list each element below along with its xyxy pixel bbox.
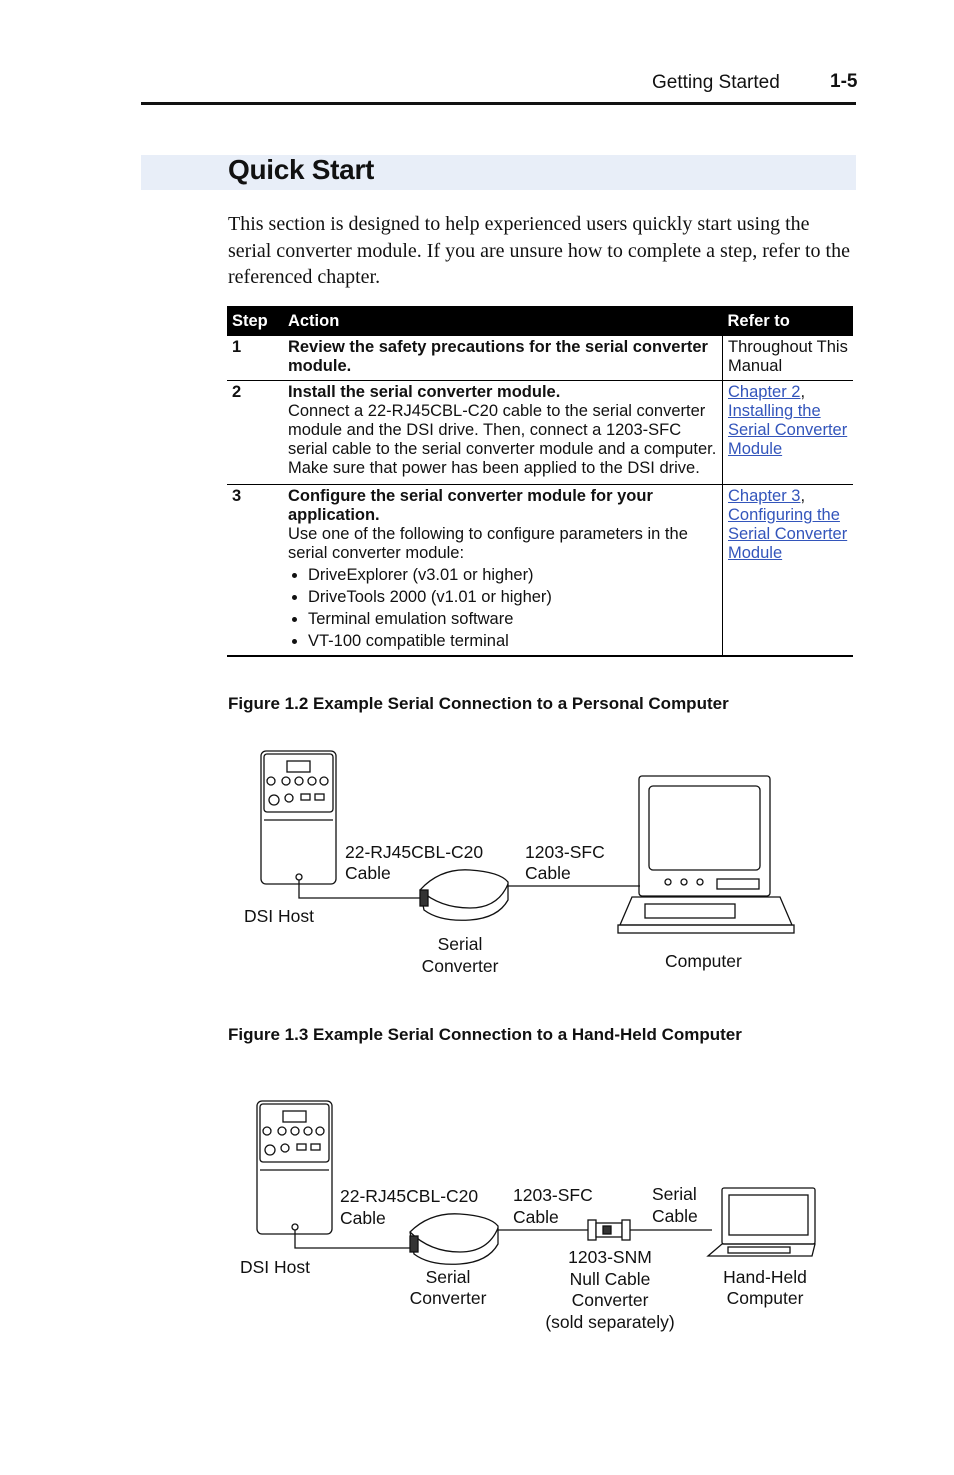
null-converter-label-c: Converter (571, 1290, 649, 1310)
serial-cable-label-a: Serial (652, 1184, 697, 1204)
col-action: Action (283, 306, 723, 336)
table-row (227, 485, 853, 657)
table-row (227, 381, 853, 485)
cable-22-label-a: 22-RJ45CBL-C20 (340, 1186, 479, 1206)
cable-22-label-b: Cable (345, 863, 391, 883)
action-title: Configure the serial converter module for your application. (287, 487, 653, 524)
running-header-section: Getting Started (652, 72, 780, 93)
action-description: Use one of the following to configure parameters in the serial converter module: (287, 525, 688, 562)
section-title: Quick Start (228, 154, 375, 185)
intro-paragraph: This section is designed to help experienced users quickly start using the serial converter module. If you are unsure how to complete a step, refer to the referenced chapter. (228, 213, 850, 288)
list-item: • DriveTools 2000 (v1.01 or higher) (308, 588, 717, 607)
handheld-label-a: Hand-Held (723, 1267, 807, 1287)
converter-label-a: Serial (425, 1267, 471, 1287)
serial-converter-icon (420, 870, 508, 920)
dsi-host-label: DSI Host (240, 1257, 311, 1277)
cable-1203-label-a: 1203-SFC (525, 842, 605, 862)
cable-22-label-a: 22-RJ45CBL-C20 (345, 842, 484, 862)
action-title: Install the serial converter module. (287, 383, 561, 401)
null-cable-converter-icon (588, 1220, 630, 1240)
step-number: 3 (227, 485, 283, 657)
cable-1203-label-b: Cable (513, 1207, 559, 1227)
figure-1-3-diagram (0, 1090, 954, 1270)
col-step: Step (227, 306, 283, 336)
null-converter-label-a: 1203-SNM (568, 1247, 652, 1267)
figure-1-2-caption: Figure 1.2 Example Serial Connection to a Personal Computer (228, 694, 729, 713)
action-description: Connect a 22-RJ45CBL-C20 cable to the serial converter module and the DSI drive. Then, connect a 1203-SFC serial cable to the serial converter module and a computer. Make sure that power has been applied to the DSI drive. (287, 402, 717, 477)
null-converter-label-d: (sold separately) (545, 1312, 675, 1332)
refer-cell (723, 336, 854, 381)
dsi-drive-icon (257, 1101, 332, 1234)
table-row (227, 336, 853, 381)
list-item: • VT-100 compatible terminal (308, 632, 717, 651)
dsi-host-label: DSI Host (244, 906, 315, 926)
action-title: Review the safety precautions for the serial converter module. (287, 338, 708, 375)
tool-list (288, 566, 717, 651)
list-item: • Terminal emulation software (308, 610, 717, 629)
configuring-link[interactable]: Configuring the Serial Converter Module (728, 506, 848, 562)
list-item: • DriveExplorer (v3.01 or higher) (308, 566, 717, 585)
cable-22-label-b: Cable (340, 1208, 386, 1228)
table-header-row (227, 306, 853, 336)
cable-1203-label-b: Cable (525, 863, 571, 883)
action-cell (283, 381, 723, 485)
col-refer: Refer to (723, 306, 854, 336)
refer-text: Throughout This Manual (728, 338, 848, 375)
handheld-label-b: Computer (726, 1288, 804, 1308)
computer-label: Computer (665, 951, 742, 971)
null-converter-label-b: Null Cable (569, 1269, 651, 1289)
page-number: 1-5 (830, 71, 858, 92)
chapter-3-link[interactable]: Chapter 3 (728, 487, 801, 505)
serial-cable-label-b: Cable (652, 1206, 698, 1226)
converter-label-b: Converter (409, 1288, 487, 1308)
header-rule (141, 102, 856, 105)
computer-icon (618, 776, 794, 933)
refer-cell: Chapter 2, Installing the Serial Converter Module (723, 381, 854, 485)
converter-label-b: Converter (421, 956, 499, 976)
converter-label-a: Serial (437, 934, 483, 954)
serial-converter-icon (410, 1214, 498, 1264)
quick-start-table (227, 306, 853, 657)
action-cell (283, 485, 723, 657)
step-number: 1 (227, 336, 283, 381)
refer-cell: Chapter 3, Configuring the Serial Converter Module (723, 485, 854, 657)
action-cell (283, 336, 723, 381)
handheld-computer-icon (708, 1188, 815, 1256)
step-number: 2 (227, 381, 283, 485)
chapter-2-link[interactable]: Chapter 2 (728, 383, 801, 401)
installing-link[interactable]: Installing the Serial Converter Module (728, 402, 848, 458)
figure-1-3-caption: Figure 1.3 Example Serial Connection to a Hand-Held Computer (228, 1025, 742, 1044)
dsi-drive-icon (261, 751, 336, 884)
cable-1203-label-a: 1203-SFC (513, 1185, 593, 1205)
